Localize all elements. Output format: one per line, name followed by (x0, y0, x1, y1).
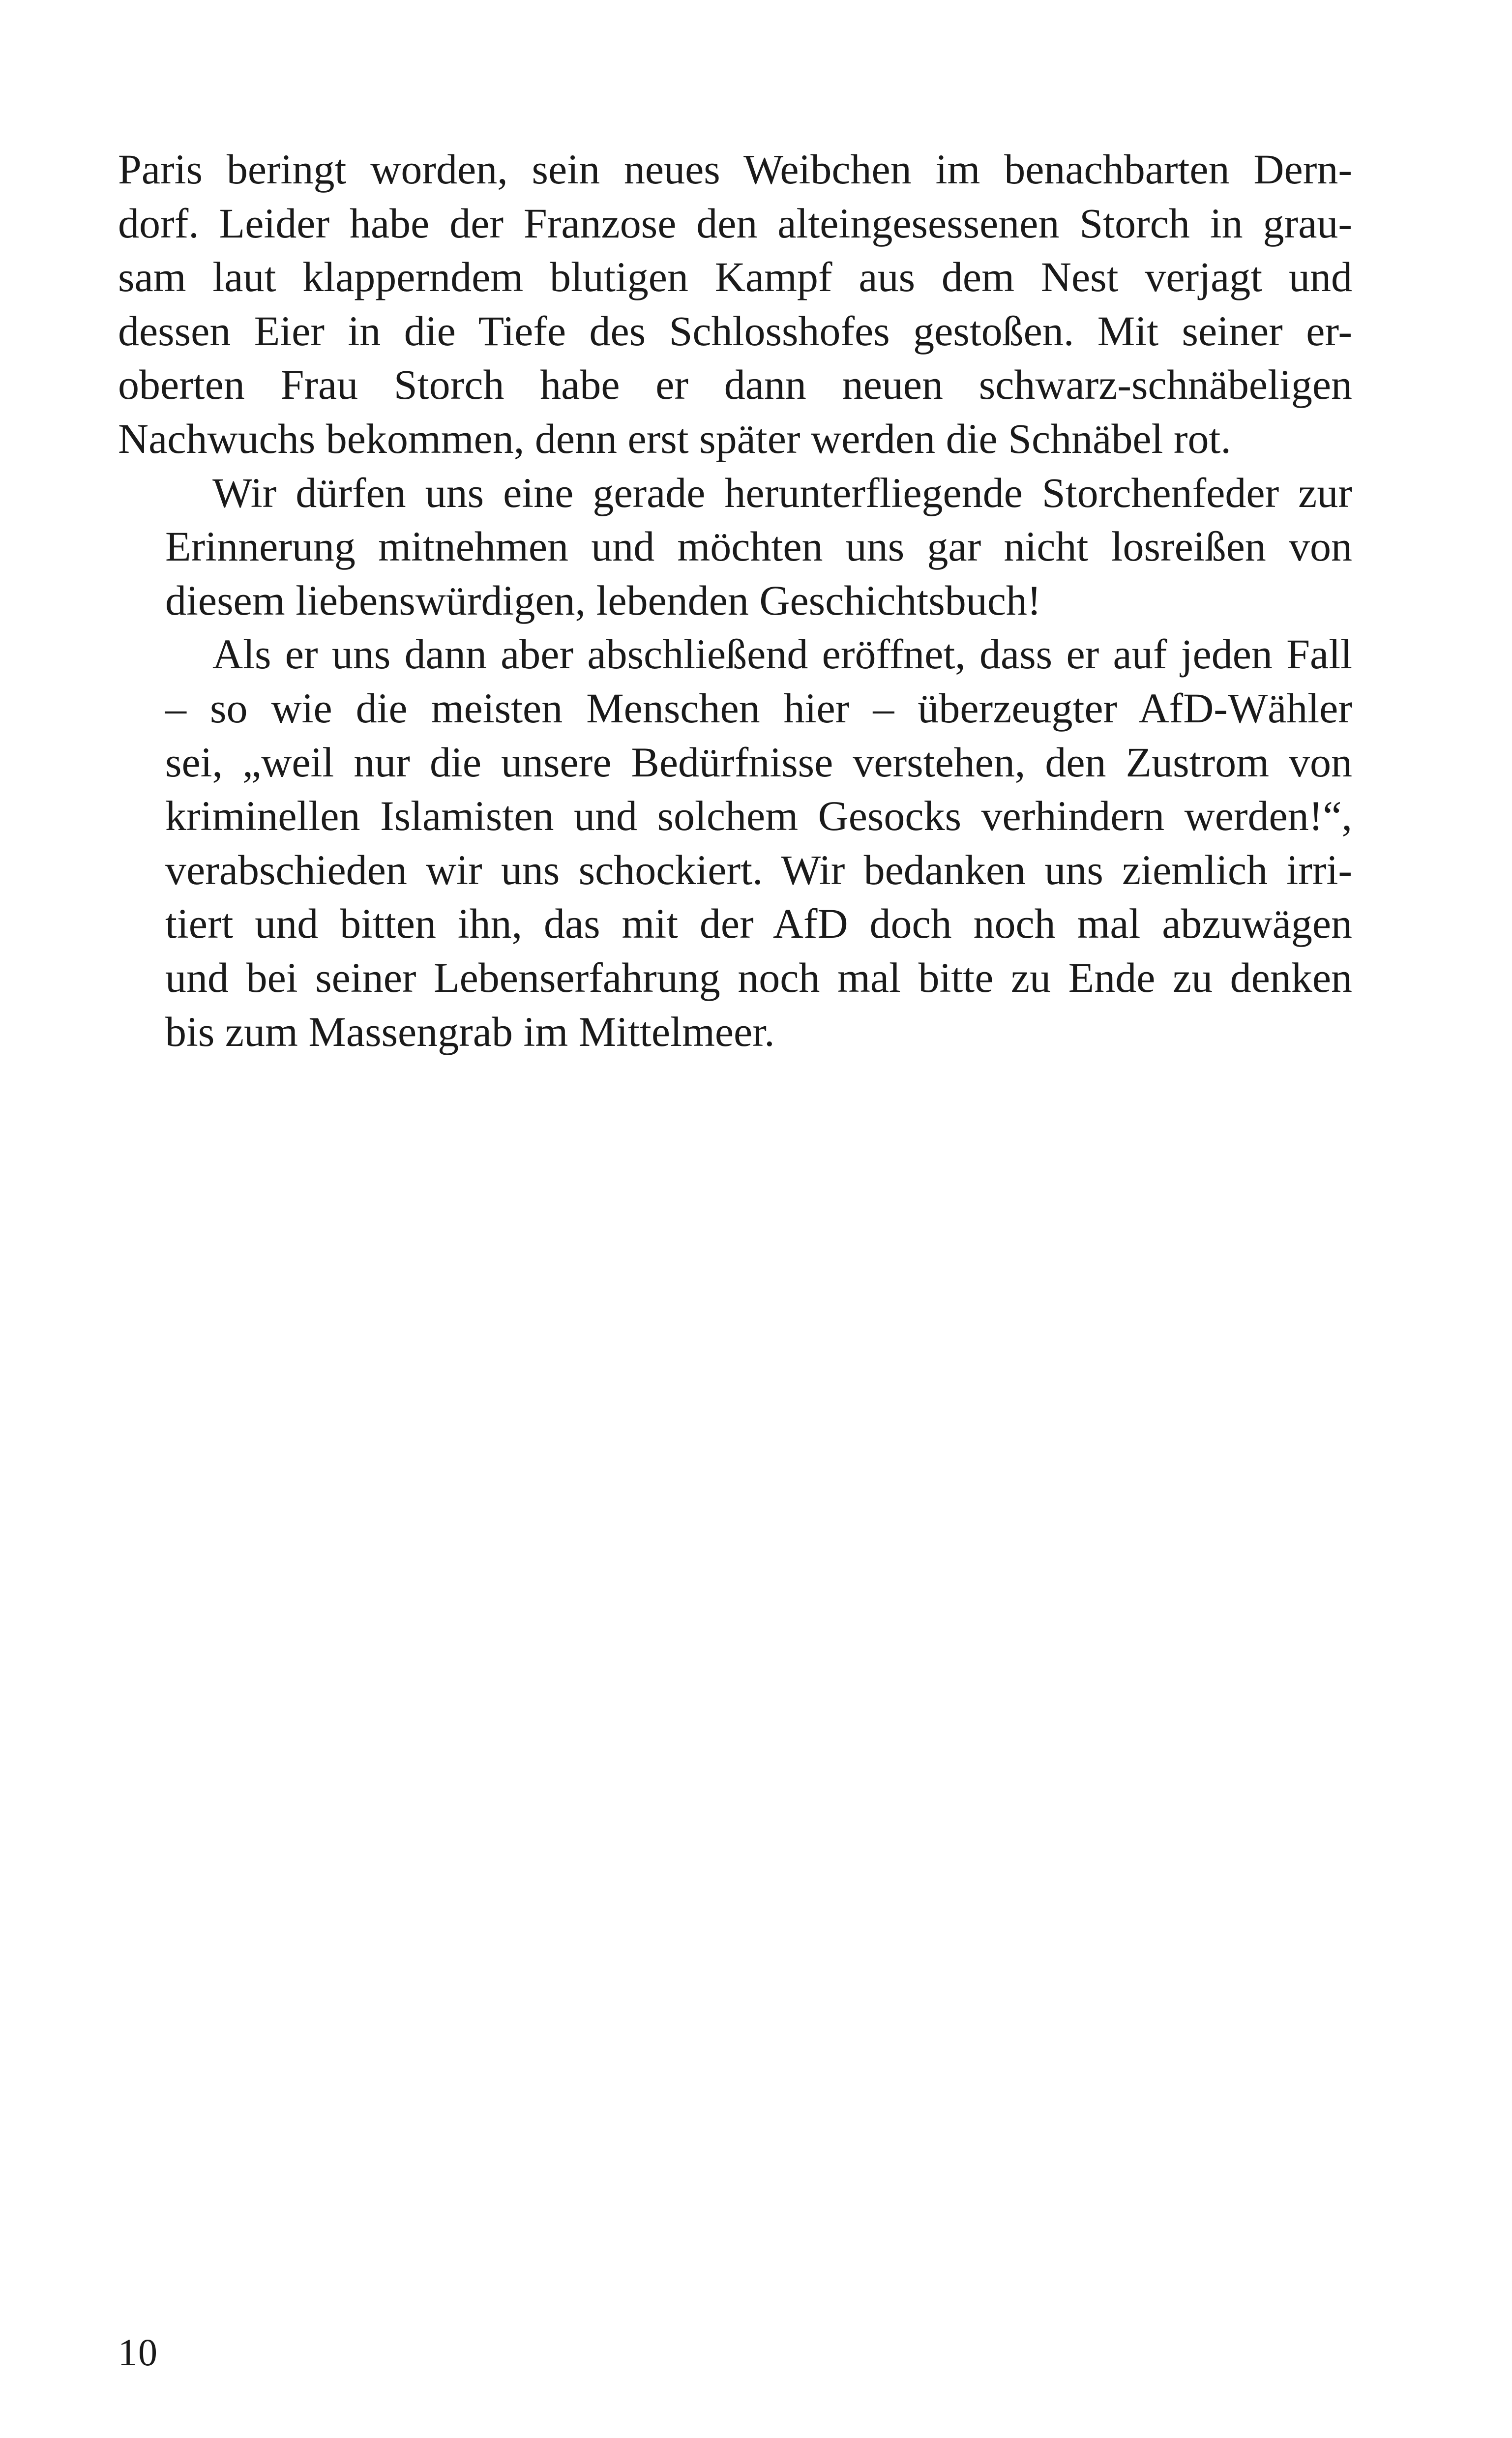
text-line: diesem liebenswürdigen, lebenden Geschichtsbuch! (165, 576, 1041, 624)
page-number: 10 (118, 2331, 158, 2374)
body-text (118, 143, 1352, 1059)
text-line: kriminellen Islamisten und solchem Gesocks verhindern werden!“, (165, 792, 1352, 840)
text-line: dessen Eier in die Tiefe des Schlosshofes gestoßen. Mit seiner er- (118, 307, 1352, 355)
text-line: sam laut klapperndem blutigen Kampf aus dem Nest verjagt und (118, 253, 1352, 301)
paragraph-3 (118, 627, 1352, 1059)
text-line: und bei seiner Lebenserfahrung noch mal bitte zu Ende zu denken (165, 953, 1352, 1001)
text-line: Wir dürfen uns eine gerade herunterfliegende Storchenfeder zur (212, 469, 1352, 516)
text-line: verabschieden wir uns schockiert. Wir bedanken uns ziemlich irri- (165, 846, 1352, 893)
paragraph-1 (118, 143, 1352, 466)
text-line: dorf. Leider habe der Franzose den alteingesessenen Storch in grau- (118, 199, 1352, 247)
text-line: Paris beringt worden, sein neues Weibchen im benachbarten Dern- (118, 146, 1352, 193)
text-line: bis zum Massengrab im Mittelmeer. (165, 1008, 775, 1055)
text-line: sei, „weil nur die unsere Bedürfnisse verstehen, den Zustrom von (165, 738, 1352, 786)
text-line: Nachwuchs bekommen, denn erst später werden die Schnäbel rot. (118, 415, 1231, 462)
text-line: – so wie die meisten Menschen hier – überzeugter AfD-Wähler (165, 684, 1352, 732)
paragraph-2 (118, 466, 1352, 628)
text-line: tiert und bitten ihn, das mit der AfD doch noch mal abzuwägen (165, 900, 1352, 948)
text-line: oberten Frau Storch habe er dann neuen schwarz-schnäbeligen (118, 361, 1352, 409)
text-line: Als er uns dann aber abschließend eröffnet, dass er auf jeden Fall (212, 630, 1352, 678)
text-line: Erinnerung mitnehmen und möchten uns gar nicht losreißen von (165, 523, 1352, 570)
